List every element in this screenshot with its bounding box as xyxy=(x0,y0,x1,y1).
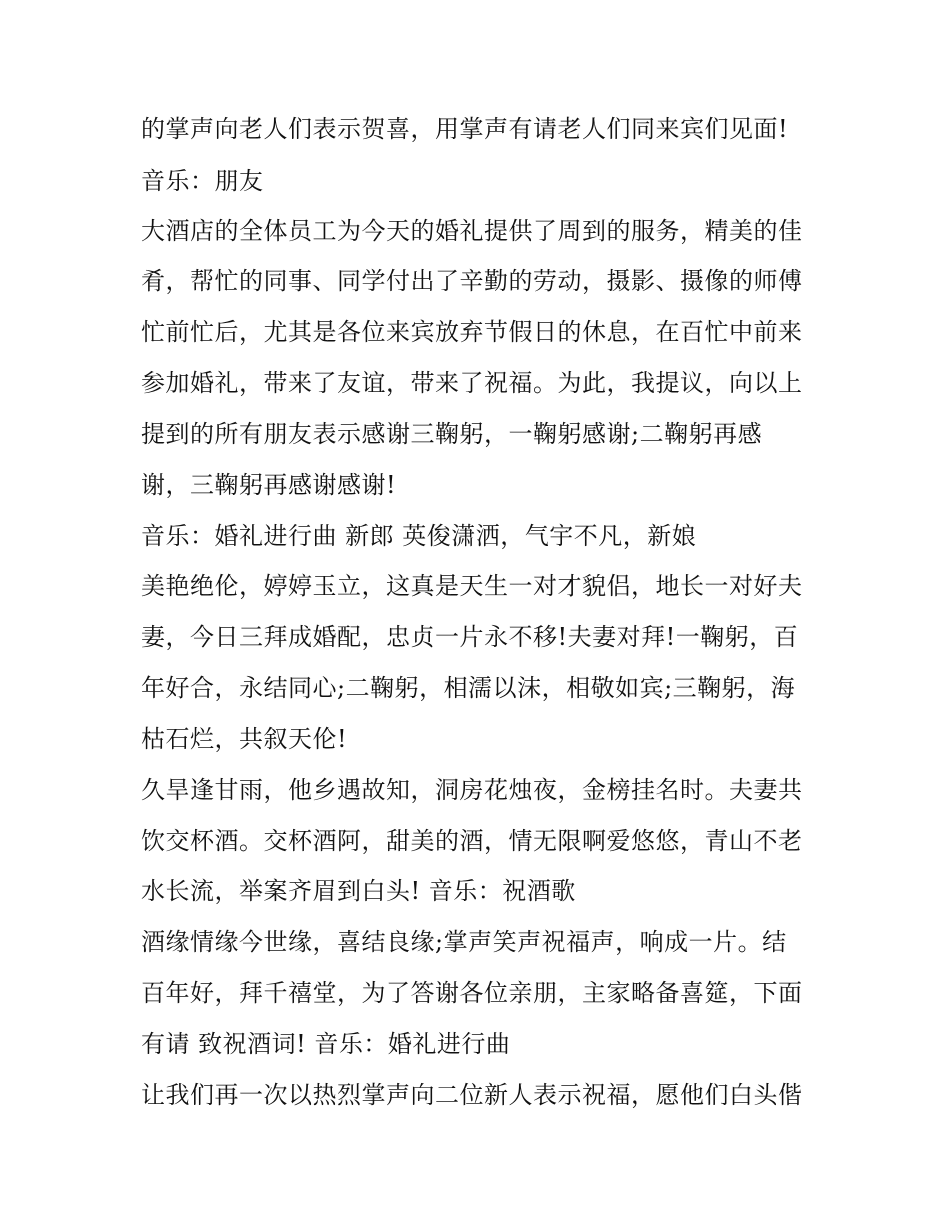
text-line: 美艳绝伦，婷婷玉立，这真是天生一对才貌侣，地长一对好夫 xyxy=(141,572,803,600)
text-line: 肴，帮忙的同事、同学付出了辛勤的劳动，摄影、摄像的师傅 xyxy=(141,267,803,295)
text-line: 音乐：婚礼进行曲 新郎 英俊潇洒，气宇不凡，新娘 xyxy=(141,522,697,550)
text-line: 提到的所有朋友表示感谢三鞠躬，一鞠躬感谢;二鞠躬再感 xyxy=(141,420,763,448)
text-line: 年好合，永结同心;二鞠躬，相濡以沫，相敬如宾;三鞠躬，海 xyxy=(141,674,796,702)
text-line: 谢，三鞠躬再感谢感谢! xyxy=(141,471,397,499)
text-line: 饮交杯酒。交杯酒阿，甜美的酒，情无限啊爱悠悠，青山不老 xyxy=(141,827,803,855)
text-line: 的掌声向老人们表示贺喜，用掌声有请老人们同来宾们见面! xyxy=(141,115,789,143)
text-line: 妻，今日三拜成婚配，忠贞一片永不移!夫妻对拜!一鞠躬，百 xyxy=(141,623,799,651)
text-line: 百年好，拜千禧堂，为了答谢各位亲朋，主家略备喜筵，下面 xyxy=(141,979,803,1007)
text-line: 大酒店的全体员工为今天的婚礼提供了周到的服务，精美的佳 xyxy=(141,217,803,245)
text-line: 忙前忙后，尤其是各位来宾放弃节假日的休息，在百忙中前来 xyxy=(141,318,803,346)
text-line: 有请 致祝酒词! 音乐：婚礼进行曲 xyxy=(141,1030,511,1058)
text-line: 参加婚礼，带来了友谊，带来了祝福。为此，我提议，向以上 xyxy=(141,369,803,397)
text-line: 久旱逢甘雨，他乡遇故知，洞房花烛夜，金榜挂名时。夫妻共 xyxy=(141,776,803,804)
text-line: 枯石烂，共叙天伦! xyxy=(141,725,348,753)
text-line: 让我们再一次以热烈掌声向二位新人表示祝福，愿他们白头偕 xyxy=(141,1081,803,1109)
text-line: 水长流，举案齐眉到白头! 音乐：祝酒歌 xyxy=(141,877,576,905)
text-line: 酒缘情缘今世缘，喜结良缘;掌声笑声祝福声，响成一片。结 xyxy=(141,928,787,956)
text-line: 音乐：朋友 xyxy=(141,167,264,195)
